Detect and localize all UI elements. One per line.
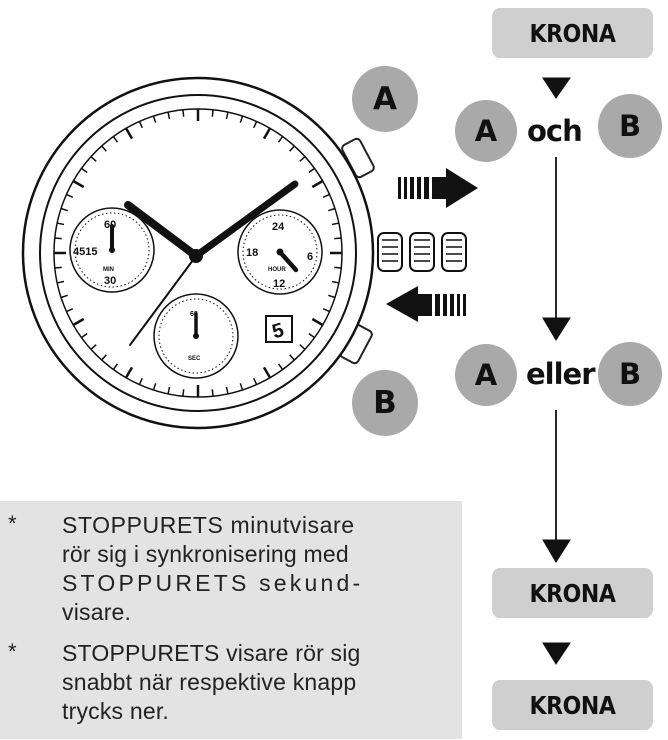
dial-tick (212, 110, 213, 117)
dial-tick (183, 110, 184, 117)
note-2-bullet: * (8, 639, 17, 664)
note-1-line-2: rör sig i synkronisering med (62, 541, 349, 567)
minute-subdial (70, 208, 154, 292)
note-2-line-2: snabbt när respektive knapp (62, 669, 357, 695)
dial-tick (183, 389, 184, 396)
minute-subdial-top: 60 (104, 219, 117, 231)
krona-label-middle: KRONA (492, 568, 653, 618)
hour-subdial-left: 18 (246, 247, 259, 259)
dial-tick (334, 238, 341, 239)
note-1-line-3: STOPPURETS sekund- (62, 570, 364, 596)
hour-subdial-unit: HOUR (268, 267, 286, 273)
dial-tick (55, 238, 62, 239)
note-2-line-1: STOPPURETS visare rör sig (62, 640, 361, 666)
step1-b-badge: B (598, 94, 662, 158)
minute-subdial-unit: MIN (103, 267, 114, 273)
notes-box (0, 501, 462, 739)
crown-positions (378, 233, 466, 271)
date-value: 5 (269, 319, 287, 344)
note-2-line-3: trycks ner. (62, 698, 170, 724)
note-1-line-1: STOPPURETS minutvisare (62, 512, 355, 538)
hour-subdial (238, 210, 322, 294)
second-subdial-unit: SEC (188, 356, 201, 362)
krona-label-bottom: KRONA (492, 680, 653, 730)
dial-tick (334, 267, 341, 268)
push-arrow (386, 286, 466, 322)
minute-subdial-left: 4515 (73, 246, 98, 258)
note-1-line-4: visare. (62, 599, 132, 625)
step1-a-badge: A (455, 100, 517, 162)
hour-subdial-top: 24 (272, 221, 285, 233)
second-subdial-top: 60 (190, 311, 198, 318)
dial-tick (212, 389, 213, 396)
minute-subdial-bottom: 30 (104, 275, 117, 287)
button-a-badge: A (352, 66, 418, 132)
second-subdial (154, 294, 238, 378)
note-1-bullet: * (8, 511, 17, 536)
button-b-badge: B (352, 370, 418, 436)
step1-join-word: och (527, 114, 582, 148)
dial-tick (55, 267, 62, 268)
krona-label-top: KRONA (492, 8, 653, 58)
hour-subdial-right: 6 (307, 251, 314, 263)
date-window (266, 316, 292, 343)
step2-b-badge: B (598, 342, 662, 406)
step2-a-badge: A (455, 344, 517, 406)
hour-subdial-bottom: 12 (273, 278, 286, 290)
step2-join-word: eller (526, 357, 595, 391)
pull-arrow (398, 168, 478, 208)
